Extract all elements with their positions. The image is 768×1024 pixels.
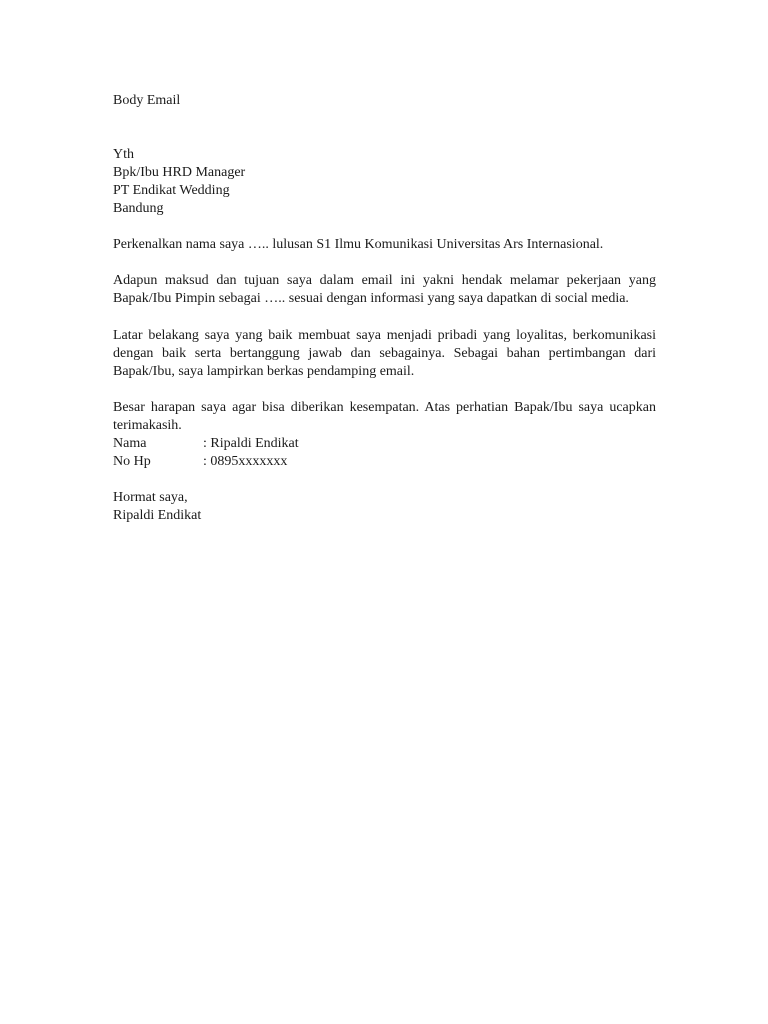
background-paragraph: Latar belakang saya yang baik membuat saya menjadi pribadi yang loyalitas, berkomunikasi dengan baik serta bertanggung jawab dan sebagainya. Sebagai bahan pertimbangan dari Bapak/Ibu, saya lampirkan berkas pendamping email. bbox=[113, 328, 656, 379]
signature: Ripaldi Endikat bbox=[113, 508, 202, 523]
document-title: Body Email bbox=[113, 93, 181, 108]
phone-field-row bbox=[113, 453, 656, 471]
city: Bandung bbox=[113, 201, 164, 216]
name-value: : Ripaldi Endikat bbox=[203, 436, 299, 451]
recipient: Bpk/Ibu HRD Manager bbox=[113, 165, 246, 180]
intro-paragraph: Perkenalkan nama saya ….. lulusan S1 Ilmu Komunikasi Universitas Ars Internasional. bbox=[113, 237, 604, 252]
addressee-block bbox=[113, 146, 656, 218]
company-name: PT Endikat Wedding bbox=[113, 183, 230, 198]
document-page bbox=[113, 92, 656, 525]
purpose-paragraph: Adapun maksud dan tujuan saya dalam email ini yakni hendak melamar pekerjaan yang Bapak/Ibu Pimpin sebagai ….. sesuai dengan informasi yang saya dapatkan di social media. bbox=[113, 273, 656, 306]
name-field-row bbox=[113, 435, 656, 453]
phone-value: : 0895xxxxxxx bbox=[203, 454, 288, 469]
hope-paragraph: Besar harapan saya agar bisa diberikan kesempatan. Atas perhatian Bapak/Ibu saya ucapkan terimakasih. bbox=[113, 400, 656, 433]
phone-label: No Hp bbox=[113, 454, 151, 469]
greeting: Yth bbox=[113, 147, 134, 162]
closing-block bbox=[113, 489, 656, 525]
closing-salutation: Hormat saya, bbox=[113, 490, 188, 505]
name-label: Nama bbox=[113, 436, 147, 451]
